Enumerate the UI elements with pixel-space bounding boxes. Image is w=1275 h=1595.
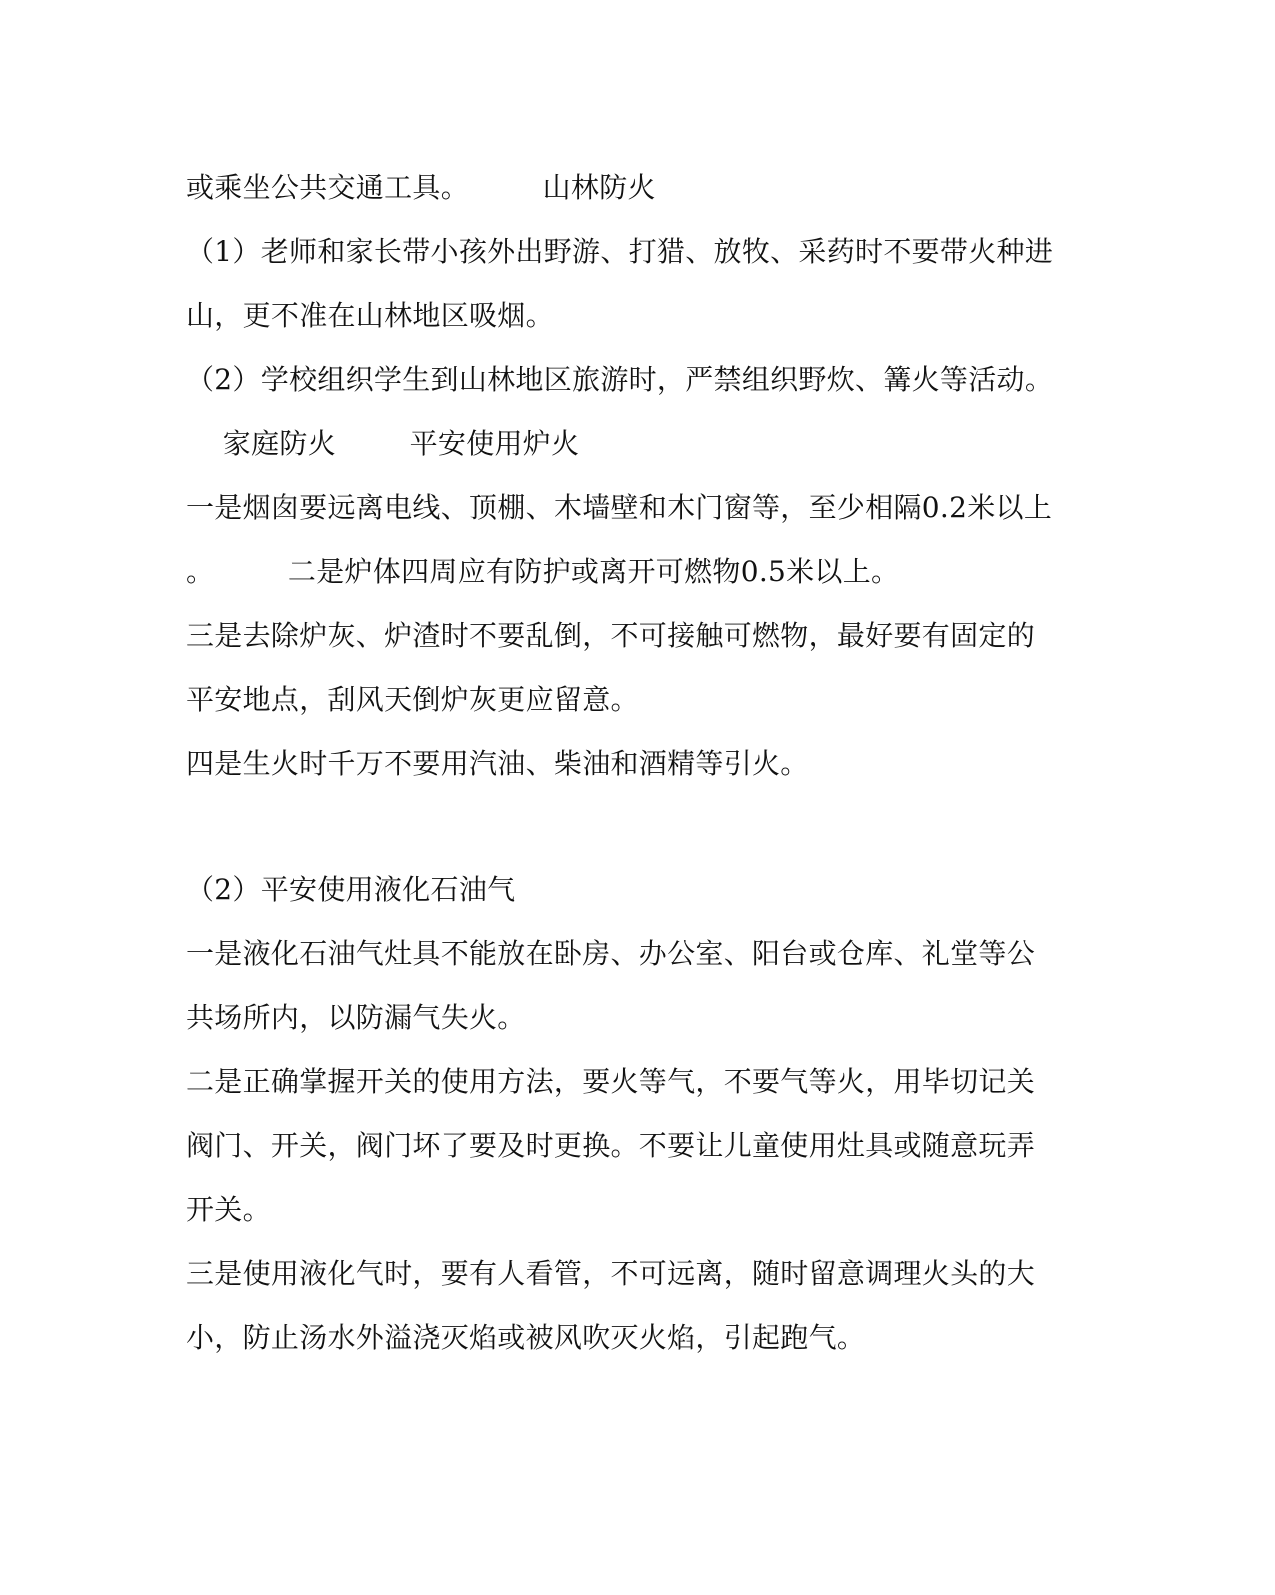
text-line-12: 一是液化石油气灶具不能放在卧房、办公室、阳台或仓库、礼堂等公 [186, 937, 1036, 970]
text-line-5: 家庭防火 平安使用炉火 [186, 427, 580, 460]
text-line-9: 平安地点，刮风天倒炉灰更应留意。 [186, 683, 639, 716]
text-line-14: 二是正确掌握开关的使用方法，要火等气，不要气等火，用毕切记关 [186, 1065, 1036, 1098]
text-line-4: （2）学校组织学生到山林地区旅游时，严禁组织野炊、篝火等活动。 [186, 363, 1054, 396]
text-line-17: 三是使用液化气时，要有人看管，不可远离，随时留意调理火头的大 [186, 1257, 1036, 1290]
text-line-16: 开关。 [186, 1193, 271, 1226]
text-line-1: 或乘坐公共交通工具。 山林防火 [186, 171, 656, 204]
text-line-11: （2）平安使用液化石油气 [186, 873, 516, 906]
text-line-13: 共场所内，以防漏气失火。 [186, 1001, 526, 1034]
text-line-2: （1）老师和家长带小孩外出野游、打猎、放牧、采药时不要带火种进 [186, 235, 1054, 268]
text-line-3: 山，更不准在山林地区吸烟。 [186, 299, 554, 332]
text-line-7: 。 二是炉体四周应有防护或离开可燃物0.5米以上。 [186, 555, 900, 588]
text-line-15: 阀门、开关，阀门坏了要及时更换。不要让儿童使用灶具或随意玩弄 [186, 1129, 1036, 1162]
text-line-6: 一是烟囱要远离电线、顶棚、木墙壁和木门窗等，至少相隔0.2米以上 [186, 491, 1053, 524]
text-line-8: 三是去除炉灰、炉渣时不要乱倒，不可接触可燃物，最好要有固定的 [186, 619, 1036, 652]
text-line-10: 四是生火时千万不要用汽油、柴油和酒精等引火。 [186, 747, 809, 780]
text-line-18: 小，防止汤水外溢浇灭焰或被风吹灭火焰，引起跑气。 [186, 1321, 866, 1354]
